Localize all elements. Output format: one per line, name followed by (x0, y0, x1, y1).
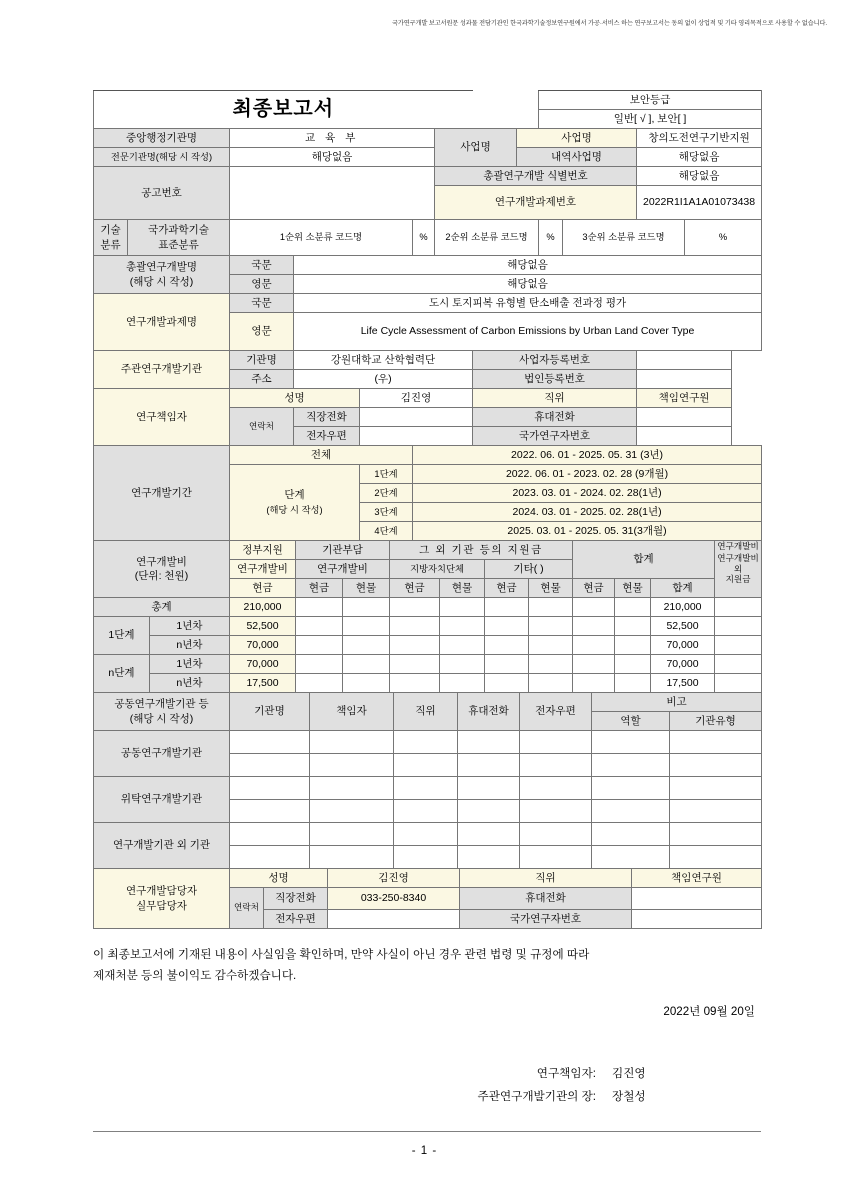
joint-cell[interactable] (310, 777, 394, 800)
period-stage-line1: 단계 (284, 489, 305, 502)
budget-etc-inkind-1 (529, 617, 573, 636)
pi-office-phone-label: 직장전화 (294, 408, 360, 427)
budget-row-total (94, 598, 762, 617)
budget-row-group-0: 총계 (94, 598, 230, 617)
joint-cell[interactable] (520, 777, 592, 800)
budget-etc-cash-4 (485, 674, 529, 693)
org-name-value: 강원대학교 산학협력단 (294, 351, 473, 370)
stage-3-label: 3단계 (360, 503, 413, 522)
pi-researcher-id-label: 국가연구자번호 (473, 427, 637, 446)
rank3-label: 3순위 소분류 코드명 (563, 220, 685, 256)
budget-org-inkind-2 (343, 636, 390, 655)
footer-divider (93, 1131, 761, 1132)
budget-etc-cash-label: 현금 (485, 579, 529, 598)
manager-name-label: 성명 (230, 869, 328, 888)
overall-project-name-line2: (해당 시 작성) (129, 275, 194, 288)
budget-row-stage1-yn (94, 636, 762, 655)
budget-label-line1: 연구개발비 (136, 555, 187, 568)
tech-class-line1: 기술 (100, 224, 121, 237)
manager-label (94, 869, 230, 929)
joint-org-table (93, 692, 762, 869)
signature-pi-name: 김진영 (612, 1067, 646, 1080)
notice-number-label: 공고번호 (94, 167, 230, 220)
budget-org-cash-3 (296, 655, 343, 674)
budget-outside-3 (715, 655, 762, 674)
budget-label (94, 541, 230, 598)
rank2-label: 2순위 소분류 코드명 (435, 220, 539, 256)
main-grid (93, 90, 762, 541)
joint-cell[interactable] (592, 800, 670, 823)
joint-cell[interactable] (520, 823, 592, 846)
tech-class-line2: 분류 (100, 238, 121, 251)
budget-table (93, 540, 762, 617)
budget-local-inkind-0 (440, 598, 485, 617)
budget-group-stagen: n단계 (94, 655, 150, 693)
budget-row-stagen-yn (94, 674, 762, 693)
budget-stage-table (93, 616, 762, 693)
business-name-value: 창의도전연구기반지원 (637, 129, 762, 148)
joint-cell[interactable] (394, 777, 458, 800)
joint-cell[interactable] (520, 846, 592, 869)
joint-cell[interactable] (394, 846, 458, 869)
budget-total-cash-label: 현금 (573, 579, 615, 598)
joint-cell[interactable] (394, 800, 458, 823)
joint-cell[interactable] (670, 800, 762, 823)
joint-group-1: 위탁연구개발기관 (94, 777, 230, 823)
manager-office-phone-value: 033-250-8340 (328, 888, 460, 910)
pi-name-label: 성명 (230, 389, 360, 408)
org-name-label: 기관명 (230, 351, 294, 370)
signature-pi-label: 연구책임자: (536, 1067, 596, 1080)
central-agency-value: 교 육 부 (230, 129, 435, 148)
manager-mobile-label: 휴대전화 (460, 888, 632, 910)
budget-local-inkind-1 (440, 617, 485, 636)
project-number-label: 연구개발과제번호 (435, 186, 637, 220)
overall-id-value: 해당없음 (637, 167, 762, 186)
budget-sub-1: 1년차 (150, 617, 230, 636)
budget-org-cash-2 (296, 636, 343, 655)
budget-outside-line1: 연구개발비 (717, 552, 759, 563)
joint-cell[interactable] (230, 823, 310, 846)
joint-col-mobile: 휴대전화 (458, 693, 520, 731)
pi-name-value: 김진영 (360, 389, 473, 408)
report-cover-table (93, 90, 761, 929)
budget-gov-l2: 연구개발비 (230, 560, 296, 579)
budget-local-inkind-4 (440, 674, 485, 693)
budget-sub-3: 1년차 (150, 655, 230, 674)
joint-col-email: 전자우편 (520, 693, 592, 731)
joint-cell[interactable] (592, 754, 670, 777)
manager-researcher-id-value (632, 910, 762, 929)
joint-cell[interactable] (230, 754, 310, 777)
project-name-eng-label: 영문 (230, 313, 294, 351)
overall-eng-label: 영문 (230, 275, 294, 294)
budget-label-line2: (단위: 천원) (134, 570, 189, 582)
budget-local-cash-label: 현금 (390, 579, 440, 598)
budget-sub-2: n년차 (150, 636, 230, 655)
budget-outside-0 (715, 598, 762, 617)
period-stage-line2: (해당 시 작성) (266, 504, 323, 515)
stage-1-value: 2022. 06. 01 - 2023. 02. 28 (9개월) (413, 465, 762, 484)
budget-local-gov: 지방자치단체 (390, 560, 485, 579)
budget-outside-line3: 지원금 (725, 574, 751, 585)
declaration-line1: 이 최종보고서에 기재된 내용이 사실임을 확인하며, 만약 사실이 아닌 경우 관련 법령 및 규정에 따라 (93, 948, 590, 961)
national-std-line2: 표준분류 (158, 238, 199, 251)
pi-contact-label: 연락처 (230, 408, 294, 446)
stage-2-value: 2023. 03. 01 - 2024. 02. 28(1년) (413, 484, 762, 503)
signature-pi-row (0, 1063, 682, 1086)
budget-org-cash-4 (296, 674, 343, 693)
budget-outside-1 (715, 617, 762, 636)
pi-email-label: 전자우편 (294, 427, 360, 446)
security-grade-label: 보안등급 (539, 91, 762, 110)
joint-cell[interactable] (592, 823, 670, 846)
budget-org-cash-0 (296, 598, 343, 617)
specialized-agency-value: 해당없음 (230, 148, 435, 167)
pi-position-label: 직위 (473, 389, 637, 408)
budget-other-header: 그 외 기관 등의 지원금 (390, 541, 573, 560)
stage-3-value: 2024. 03. 01 - 2025. 02. 28(1년) (413, 503, 762, 522)
signature-org-row (0, 1086, 682, 1109)
sub-business-label: 내역사업명 (517, 148, 637, 167)
manager-contact-label: 연락처 (230, 888, 264, 929)
budget-local-cash-0 (390, 598, 440, 617)
pi-mobile-label: 휴대전화 (473, 408, 637, 427)
host-org-label: 주관연구개발기관 (94, 351, 230, 389)
budget-org-l2: 연구개발비 (296, 560, 390, 579)
manager-researcher-id-label: 국가연구자번호 (460, 910, 632, 929)
signature-org-label: 주관연구개발기관의 장: (477, 1089, 596, 1103)
joint-cell[interactable] (458, 800, 520, 823)
joint-col-orgtype: 기관유형 (670, 712, 762, 731)
joint-cell[interactable] (592, 731, 670, 754)
joint-group-row-2a (94, 823, 762, 846)
budget-tot-cash-0 (573, 598, 615, 617)
joint-cell[interactable] (230, 731, 310, 754)
budget-etc-inkind-3 (529, 655, 573, 674)
joint-cell[interactable] (310, 731, 394, 754)
joint-cell[interactable] (670, 777, 762, 800)
pi-position-value: 책임연구원 (637, 389, 732, 408)
business-group-label: 사업명 (435, 129, 517, 167)
budget-outside-4 (715, 674, 762, 693)
pi-email-value (360, 427, 473, 446)
joint-cell[interactable] (592, 846, 670, 869)
manager-office-phone-label: 직장전화 (264, 888, 328, 910)
period-label: 연구개발기간 (94, 446, 230, 541)
page-title: 최종보고서 (94, 91, 473, 129)
joint-cell[interactable] (520, 754, 592, 777)
budget-org-inkind-label: 현물 (343, 579, 390, 598)
budget-gov-cash-label: 현금 (230, 579, 296, 598)
project-name-kor-label: 국문 (230, 294, 294, 313)
joint-cell[interactable] (458, 777, 520, 800)
manager-position-value: 책임연구원 (632, 869, 762, 888)
budget-tot-sum-2: 70,000 (651, 636, 715, 655)
joint-label (94, 693, 230, 731)
budget-tot-cash-3 (573, 655, 615, 674)
joint-group-0: 공동연구개발기관 (94, 731, 230, 777)
budget-outside-header (715, 541, 762, 598)
budget-gov-cash-2: 70,000 (230, 636, 296, 655)
pi-label: 연구책임자 (94, 389, 230, 446)
rank2-percent: % (539, 220, 563, 256)
budget-tot-cash-4 (573, 674, 615, 693)
project-name-eng-value: Life Cycle Assessment of Carbon Emissions by Urban Land Cover Type (294, 313, 762, 351)
joint-group-2: 연구개발기관 외 기관 (94, 823, 230, 869)
budget-etc-inkind-label: 현물 (529, 579, 573, 598)
joint-col-role: 역할 (592, 712, 670, 731)
budget-total-inkind-label: 현물 (615, 579, 651, 598)
stage-4-label: 4단계 (360, 522, 413, 541)
budget-org-cash-1 (296, 617, 343, 636)
overall-kor-value: 해당없음 (294, 256, 762, 275)
joint-cell[interactable] (458, 823, 520, 846)
overall-project-name-line1: 총괄연구개발명 (125, 261, 197, 274)
period-total-label: 전체 (230, 446, 413, 465)
joint-cell[interactable] (310, 800, 394, 823)
manager-label-line2: 실무담당자 (136, 899, 187, 912)
central-agency-label: 중앙행정기관명 (94, 129, 230, 148)
budget-etc-cash-1 (485, 617, 529, 636)
project-number-value: 2022R1I1A1A01073438 (637, 186, 762, 220)
joint-cell[interactable] (520, 800, 592, 823)
budget-etc-inkind-4 (529, 674, 573, 693)
budget-local-inkind-2 (440, 636, 485, 655)
budget-tot-sum-3: 70,000 (651, 655, 715, 674)
budget-tot-cash-2 (573, 636, 615, 655)
budget-tot-sum-0: 210,000 (651, 598, 715, 617)
signature-block (0, 1063, 682, 1108)
budget-tot-inkind-2 (615, 636, 651, 655)
joint-group-row-0a (94, 731, 762, 754)
budget-total-header: 합계 (573, 541, 715, 579)
budget-gov-l1: 정부지원 (230, 541, 296, 560)
overall-eng-value: 해당없음 (294, 275, 762, 294)
signature-org-name: 장철성 (612, 1089, 646, 1103)
biz-reg-value (637, 351, 732, 370)
rank1-percent: % (413, 220, 435, 256)
project-name-kor-value: 도시 토지피복 유형별 탄소배출 전과정 평가 (294, 294, 762, 313)
biz-reg-label: 사업자등록번호 (473, 351, 637, 370)
budget-tot-inkind-3 (615, 655, 651, 674)
joint-label-line1: 공동연구개발기관 등 (114, 698, 209, 711)
pi-mobile-value (637, 408, 732, 427)
joint-cell[interactable] (394, 823, 458, 846)
manager-mobile-value (632, 888, 762, 910)
security-grade-value: 일반[ √ ], 보안[ ] (539, 110, 762, 129)
corp-reg-label: 법인등록번호 (473, 370, 637, 389)
joint-col-note: 비고 (592, 693, 762, 712)
budget-tot-cash-1 (573, 617, 615, 636)
budget-etc: 기타( ) (485, 560, 573, 579)
joint-cell[interactable] (230, 777, 310, 800)
national-std-label (128, 220, 230, 256)
budget-org-inkind-4 (343, 674, 390, 693)
manager-table (93, 868, 762, 929)
corp-reg-value (637, 370, 732, 389)
joint-cell[interactable] (310, 823, 394, 846)
joint-cell[interactable] (520, 731, 592, 754)
joint-label-line2: (해당 시 작성) (129, 712, 194, 725)
stage-4-value: 2025. 03. 01 - 2025. 05. 31(3개월) (413, 522, 762, 541)
pi-office-phone-value (360, 408, 473, 427)
budget-etc-cash-2 (485, 636, 529, 655)
overall-id-label: 총괄연구개발 식별번호 (435, 167, 637, 186)
budget-etc-cash-0 (485, 598, 529, 617)
budget-etc-cash-3 (485, 655, 529, 674)
joint-cell[interactable] (310, 846, 394, 869)
sub-business-value: 해당없음 (637, 148, 762, 167)
business-name-label: 사업명 (517, 129, 637, 148)
budget-local-cash-4 (390, 674, 440, 693)
joint-cell[interactable] (458, 846, 520, 869)
joint-cell[interactable] (458, 731, 520, 754)
budget-org-inkind-0 (343, 598, 390, 617)
manager-email-value (328, 910, 460, 929)
budget-org-l1: 기관부담 (296, 541, 390, 560)
address-label: 주소 (230, 370, 294, 389)
budget-gov-cash-4: 17,500 (230, 674, 296, 693)
joint-col-leader: 책임자 (310, 693, 394, 731)
manager-name-value: 김진영 (328, 869, 460, 888)
budget-org-cash-label: 현금 (296, 579, 343, 598)
budget-sub-4: n년차 (150, 674, 230, 693)
joint-group-row-1a (94, 777, 762, 800)
joint-cell[interactable] (670, 823, 762, 846)
joint-cell[interactable] (230, 846, 310, 869)
address-value: (우) (294, 370, 473, 389)
overall-kor-label: 국문 (230, 256, 294, 275)
budget-row-stagen-y1 (94, 655, 762, 674)
rank1-label: 1순위 소분류 코드명 (230, 220, 413, 256)
budget-org-inkind-3 (343, 655, 390, 674)
joint-cell[interactable] (394, 731, 458, 754)
joint-cell[interactable] (458, 754, 520, 777)
overall-project-name-label (94, 256, 230, 294)
budget-outside-2 (715, 636, 762, 655)
declaration-text (93, 944, 765, 987)
budget-outside-line2: 외 (733, 563, 743, 574)
budget-local-inkind-3 (440, 655, 485, 674)
joint-col-org: 기관명 (230, 693, 310, 731)
joint-cell[interactable] (670, 731, 762, 754)
pi-researcher-id-value (637, 427, 732, 446)
copyright-note: 국가연구개발 보고서원문 성과물 전담기관인 한국과학기술정보연구원에서 가공·서비스 하는 연구보고서는 동의 없이 상업적 및 기타 영리목적으로 사용할 수 없습니다. (391, 20, 827, 27)
budget-etc-inkind-2 (529, 636, 573, 655)
budget-tot-sum-1: 52,500 (651, 617, 715, 636)
budget-tot-inkind-1 (615, 617, 651, 636)
declaration-date: 2022년 09월 20일 (663, 1005, 755, 1018)
specialized-agency-label: 전문기관명(해당 시 작성) (94, 148, 230, 167)
budget-gov-cash-1: 52,500 (230, 617, 296, 636)
budget-gov-cash-3: 70,000 (230, 655, 296, 674)
tech-class-label (94, 220, 128, 256)
period-stage-label (230, 465, 360, 541)
budget-local-cash-2 (390, 636, 440, 655)
rank3-percent: % (685, 220, 762, 256)
budget-tot-sum-4: 17,500 (651, 674, 715, 693)
period-total-value: 2022. 06. 01 - 2025. 05. 31 (3년) (413, 446, 762, 465)
budget-group-stage1: 1단계 (94, 617, 150, 655)
budget-gov-cash-0: 210,000 (230, 598, 296, 617)
joint-cell[interactable] (310, 754, 394, 777)
declaration-line2: 제재처분 등의 불이익도 감수하겠습니다. (93, 969, 297, 983)
joint-col-position: 직위 (394, 693, 458, 731)
budget-total-sum-label: 합계 (651, 579, 715, 598)
notice-number-value (230, 167, 435, 220)
joint-cell[interactable] (394, 754, 458, 777)
manager-label-line1: 연구개발담당자 (125, 885, 197, 898)
budget-tot-inkind-4 (615, 674, 651, 693)
budget-row-stage1-y1 (94, 617, 762, 636)
joint-cell[interactable] (592, 777, 670, 800)
budget-local-inkind-label: 현물 (440, 579, 485, 598)
joint-cell[interactable] (670, 846, 762, 869)
manager-email-label: 전자우편 (264, 910, 328, 929)
manager-position-label: 직위 (460, 869, 632, 888)
joint-cell[interactable] (670, 754, 762, 777)
joint-cell[interactable] (230, 800, 310, 823)
budget-org-inkind-1 (343, 617, 390, 636)
stage-2-label: 2단계 (360, 484, 413, 503)
national-std-line1: 국가과학기술 (148, 224, 209, 237)
stage-1-label: 1단계 (360, 465, 413, 484)
budget-etc-inkind-0 (529, 598, 573, 617)
budget-outside-line1-dup: 연구개발비 (717, 541, 759, 551)
page-number: - 1 - (411, 1145, 438, 1157)
project-name-label: 연구개발과제명 (94, 294, 230, 351)
title-spacer (473, 91, 539, 129)
budget-local-cash-1 (390, 617, 440, 636)
budget-tot-inkind-0 (615, 598, 651, 617)
budget-local-cash-3 (390, 655, 440, 674)
